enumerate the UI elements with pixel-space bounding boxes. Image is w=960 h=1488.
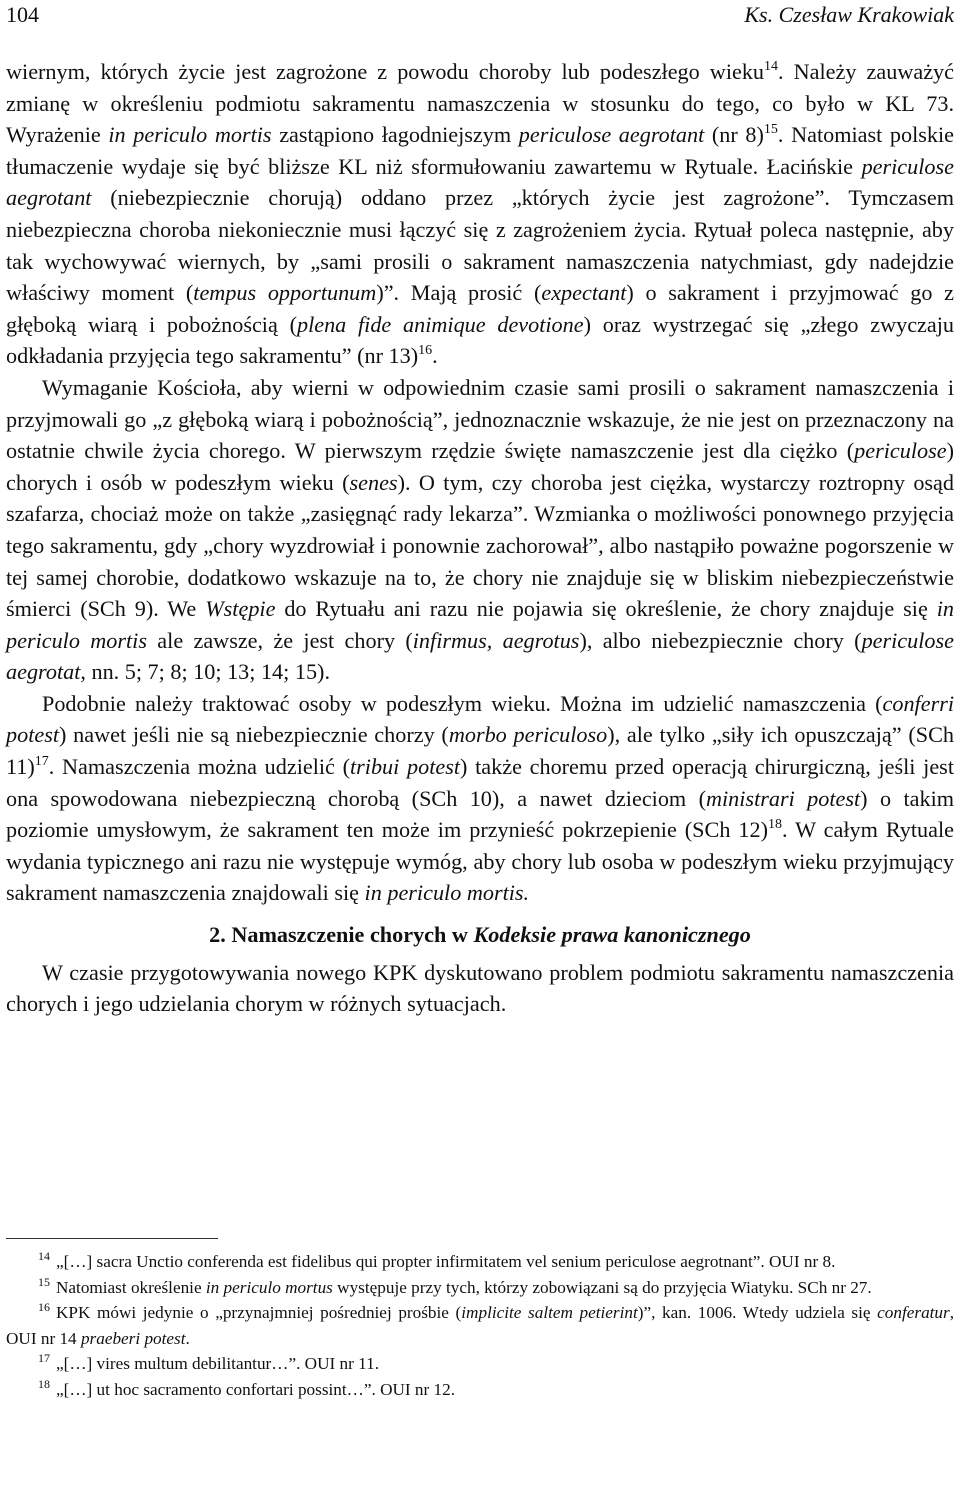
- paragraph-1: wiernym, których życie jest zagrożone z powodu choroby lub podeszłego wieku$^{14}$. Należy zauważyć zmianę w określeniu podmiotu sakramentu namaszczenia w stosunku do tego, co było w KL 73. Wyrażenie in periculo mortis zastąpiono łagodniejszym periculose aegrotant (nr 8)$^{15}$. Natomiast polskie tłumaczenie wydaje się być bliższe KL niż sformułowaniu zawartemu w Rytuale. Łacińskie periculose aegrotant (niebezpiecznie chorują) oddano przez „których życie jest zagrożone”. Tymczasem niebezpieczna choroba niekoniecznie musi łączyć się z zagrożeniem życia. Rytuał poleca następnie, aby tak wychowywać wiernych, by „sami prosili o sakrament namaszczenia natychmiast, gdy nadejdzie właściwy moment (tempus opportunum)”. Mają prosić (expectant) o sakrament i przyjmować go z głęboką wiarą i pobożnością (plena fide animique devotione) oraz wystrzegać się „złego zwyczaju odkładania przyjęcia tego sakramentu” (nr 13)$^{16}$.: [6, 59, 955, 369]
- running-head-author: Ks. Czesław Krakowiak: [744, 2, 954, 27]
- body-text: [6, 56, 954, 1020]
- footnote-17: $^{17}$ „[…] vires multum debilitantur…”. OUI nr 11.: [38, 1351, 379, 1373]
- running-header: [6, 2, 954, 32]
- footnote-ref-15: 15: [763, 122, 778, 138]
- footnote-ref-17: 17: [34, 754, 49, 770]
- paragraph-2: Wymaganie Kościoła, aby wierni w odpowiednim czasie sami prosili o sakrament namaszczenia i przyjmowali go „z głęboką wiarą i pobożnością”, jednoznacznie wskazuje, że nie jest on przeznaczony na ostatnie chwile życia chorego. W pierwszym rzędzie święte namaszczenie jest dla ciężko (periculose) chorych i osób w podeszłym wieku (senes). O tym, czy choroba jest ciężka, wystarczy roztropny osąd szafarza, chociaż może on także „zasięgnąć rady lekarza”. Wzmianka o możliwości ponownego przyjęcia tego sakramentu, gdy „chory wyzdrowiał i ponownie zachorował”, albo nastąpiło poważne pogorszenie w tej samej chorobie, dodatkowo wskazuje na to, że chory nie znajduje się w bliskim niebezpieczeństwie śmierci (SCh 9). We Wstępie do Rytuału ani razu nie pojawia się określenie, że chory znajduje się in periculo mortis ale zawsze, że jest chory (infirmus, aegrotus), albo niebezpiecznie chory (periculose aegrotat, nn. 5; 7; 8; 10; 13; 14; 15).: [6, 374, 954, 685]
- footnote-16: $^{16}$ KPK mówi jedynie o „przynajmniej pośredniej prośbie (implicite saltem petierint)”, kan. 1006. Wtedy udziela się conferatur, OUI nr 14 praeberi potest.: [6, 1300, 955, 1348]
- footnotes: [6, 1249, 954, 1402]
- footnote-ref-18: 18: [768, 817, 782, 833]
- section-heading: 2. Namaszczenie chorych w Kodeksie prawa kanonicznego: [209, 922, 751, 948]
- footnote-ref-16: 16: [418, 343, 433, 359]
- footnote-ref-14: 14: [764, 59, 779, 74]
- page-number: 104: [6, 2, 39, 27]
- footnote-14: $^{14}$ „[…] sacra Unctio conferenda est fidelibus qui propter infirmitatem vel senium periculose aegrotnant”. OUI nr 8.: [38, 1249, 836, 1271]
- footnote-separator: [6, 1238, 218, 1239]
- footnote-15: $^{15}$ Natomiast określenie in periculo mortus występuje przy tych, którzy zobowiązani są do przyjęcia Wiatyku. SCh nr 27.: [38, 1274, 872, 1297]
- footnote-18: $^{18}$ „[…] ut hoc sacramento confortari possint…”. OUI nr 12.: [38, 1376, 456, 1399]
- paragraph-4: W czasie przygotowywania nowego KPK dyskutowano problem podmiotu sakramentu namaszczenia chorych i jego udzielania chorym w różnych sytuacjach.: [6, 959, 954, 1017]
- paragraph-3: Podobnie należy traktować osoby w podeszłym wieku. Można im udzielić namaszczenia (conferri potest) nawet jeśli nie są niebezpiecznie chorzy (morbo periculoso), ale tylko „siły ich opuszczają” (SCh 11)$^{17}$. Namaszczenia można udzielić (tribui potest) także choremu przed operacją chirurgiczną, jeśli jest ona spowodowana niebezpieczną chorobą (SCh 10), a nawet dzieciom (ministrari potest) o takim poziomie umysłowym, że sakrament ten może im przynieść pokrzepienie (SCh 12)$^{18}$. W całym Rytuale wydania typicznego ani razu nie występuje wymóg, aby chory lub osoba w podeszłym wieku przyjmujący sakrament namaszczenia znajdowali się in periculo mortis.: [6, 690, 954, 906]
